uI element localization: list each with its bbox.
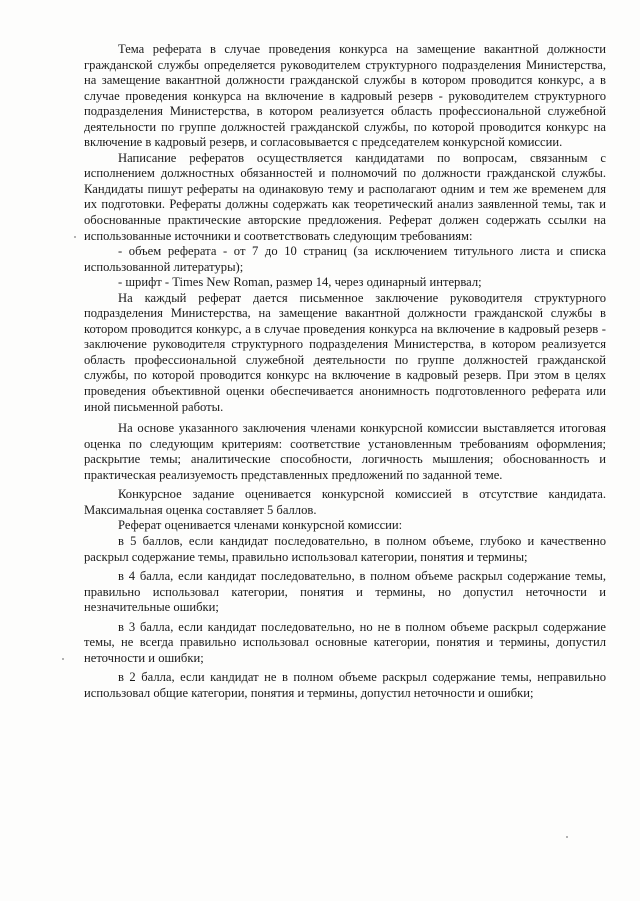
scan-speck bbox=[566, 836, 568, 838]
paragraph-evaluation-intro: Реферат оценивается членами конкурсной комиссии: bbox=[118, 518, 403, 533]
scan-speck bbox=[74, 236, 76, 238]
grade-item-2: в 2 балла, если кандидат не в полном объеме раскрыл содержание темы, неправильно использовал общие категории, понятия и термины, допустил неточности и ошибки; bbox=[84, 670, 606, 700]
grade-item-5: в 5 баллов, если кандидат последовательно, в полном объеме, глубоко и качественно раскрыл содержание темы, правильно использовал категории, понятия и термины; bbox=[84, 533, 606, 564]
scan-speck bbox=[62, 658, 64, 660]
paragraph-final-grade-criteria: На основе указанного заключения членами конкурсной комиссии выставляется итоговая оценка по следующим критериям: соответствие установленным требованиям оформления; раскрытие темы; аналитические способности, логичность мышления; обоснованность и практическая реализуемость представленных предложений по заданной теме. bbox=[84, 421, 606, 482]
paragraph-evaluation-absence: Конкурсное задание оценивается конкурсной комиссией в отсутствие кандидата. Максимальная оценка составляет 5 баллов. bbox=[84, 487, 606, 517]
requirement-volume: - объем реферата - от 7 до 10 страниц (за исключением титульного листа и списка использованной литературы); bbox=[84, 244, 606, 274]
grade-item-3: в 3 балла, если кандидат последовательно, но не в полном объеме раскрыл содержание темы, не всегда правильно использовал основные категории, понятия и термины, допустил неточности и ошибки; bbox=[84, 619, 606, 665]
grade-item-4: в 4 балла, если кандидат последовательно, в полном объеме раскрыл содержание темы, правильно использовал категории, понятия и термины, но допустил неточности и незначительные ошибки; bbox=[84, 569, 606, 615]
paragraph-written-conclusion: На каждый реферат дается письменное заключение руководителя структурного подразделения Министерства, на замещение вакантной должности гражданской службы в котором проводится конкурс, а в случае проведения конкурса на включение в кадровый резерв - заключение руководителя структурного подразделения Министерства, в котором реализуется область профессиональной служебной деятельности по группе должностей гражданской службы, по которой проводится конкурс на включение в кадровый резерв. При этом в целях проведения объективной оценки обеспечивается анонимность подготовленного реферата или иной письменной работы. bbox=[84, 290, 606, 414]
requirement-font: - шрифт - Times New Roman, размер 14, через одинарный интервал; bbox=[118, 275, 482, 290]
document-body bbox=[84, 42, 606, 701]
paragraph-essay-writing: Написание рефератов осуществляется кандидатами по вопросам, связанным с исполнением должностных обязанностей и полномочий по должности гражданской службы. Кандидаты пишут рефераты на одинаковую тему и располагают одним и тем же временем для их подготовки. Рефераты должны содержать как теоретический анализ заявленной темы, так и обоснованные практические авторские предложения. Реферат должен содержать ссылки на использованные источники и соответствовать следующим требованиям: bbox=[84, 150, 606, 243]
paragraph-essay-topic: Тема реферата в случае проведения конкурса на замещение вакантной должности гражданской службы определяется руководителем структурного подразделения Министерства, на замещение вакантной должности гражданской службы в котором проводится конкурс, а в случае проведения конкурса на включение в кадровый резерв - руководителем структурного подразделения Министерства, в котором реализуется область профессиональной служебной деятельности по группе должностей гражданской службы, по которой проводится конкурс на включение в кадровый резерв, и согласовывается с председателем конкурсной комиссии. bbox=[84, 42, 606, 150]
